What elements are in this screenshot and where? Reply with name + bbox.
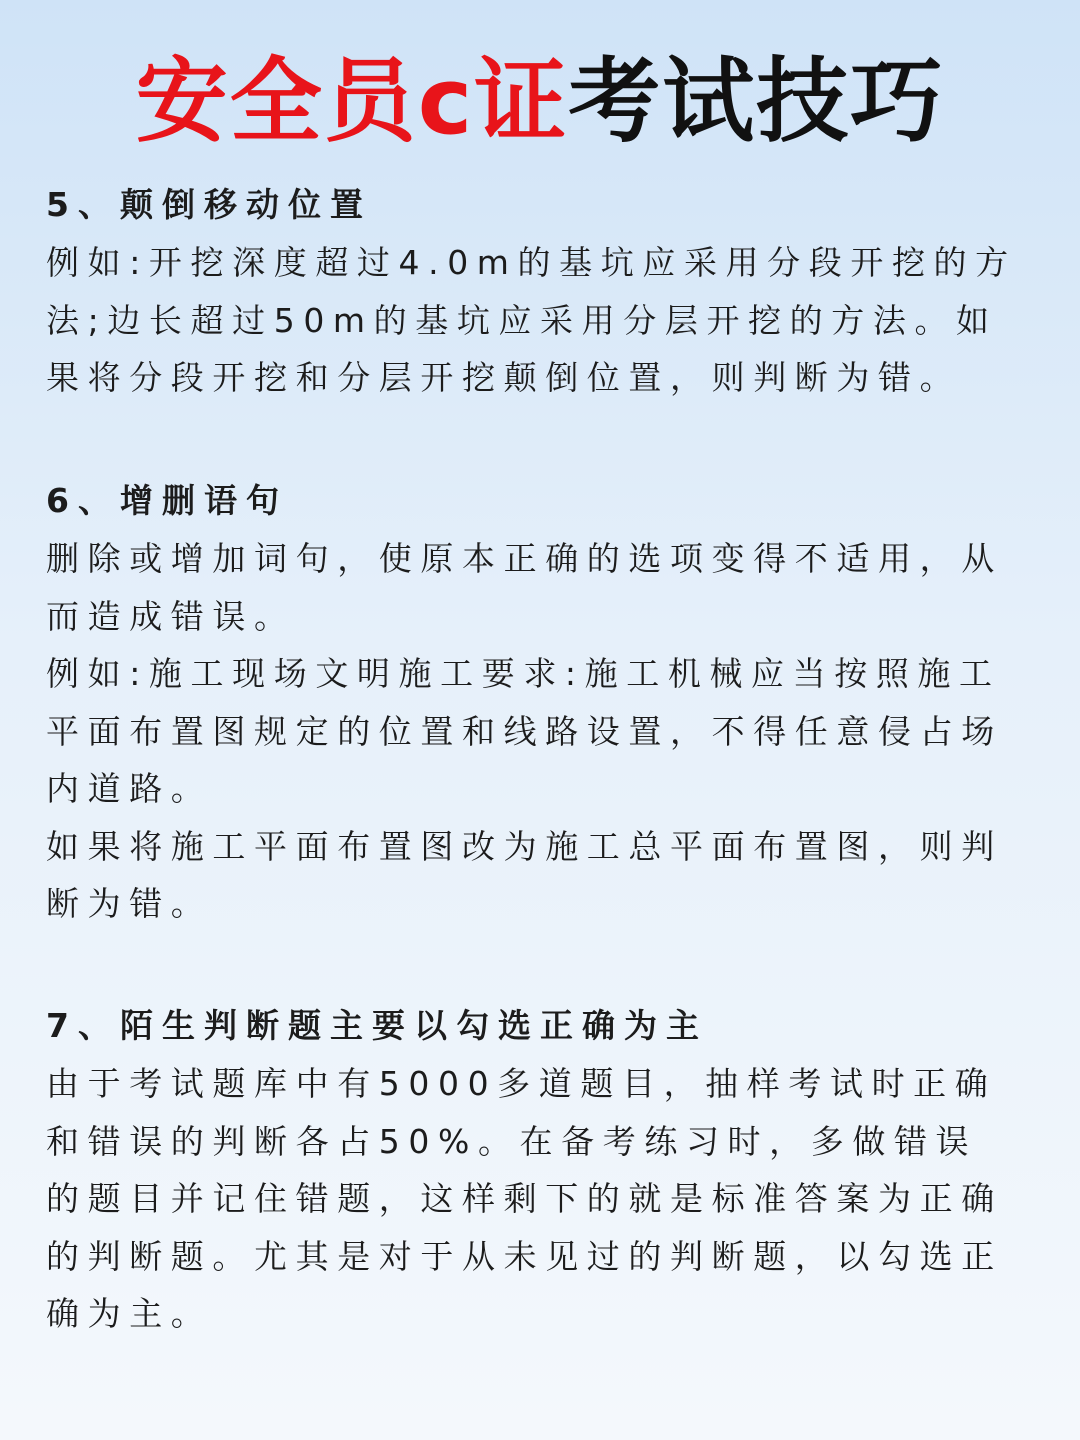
- section-body: [46, 530, 1036, 933]
- body-line: 例如:施工现场文明施工要求:施工机械应当按照施工: [46, 654, 1001, 693]
- body-line: 断为错。: [46, 884, 213, 923]
- section-6: [46, 472, 1036, 933]
- section-body: [46, 234, 1036, 407]
- body-line: 内道路。: [46, 769, 213, 808]
- body-line: 如果将施工平面布置图改为施工总平面布置图，则判: [46, 826, 1003, 866]
- body-line: 的题目并记住错题，这样剩下的就是标准答案为正确: [46, 1179, 1003, 1218]
- section-heading: 5、颠倒移动位置: [46, 185, 372, 224]
- body-line: 而造成错误。: [46, 596, 296, 636]
- section-7: [46, 997, 1036, 1343]
- body-line: 确为主。: [46, 1294, 213, 1333]
- section-heading: 6、增删语句: [46, 481, 288, 520]
- body-line: 例如:开挖深度超过4.0m的基坑应采用分段开挖的方: [46, 243, 1017, 282]
- body-line: 法;边长超过50m的基坑应采用分层开挖的方法。如: [46, 300, 998, 340]
- page-title: [0, 48, 1080, 155]
- body-line: 和错误的判断各占50%。在备考练习时，多做错误: [46, 1121, 978, 1161]
- body-line: 的判断题。尤其是对于从未见过的判断题，以勾选正: [46, 1236, 1003, 1276]
- section-heading: 7、陌生判断题主要以勾选正确为主: [46, 1006, 708, 1045]
- body-line: 果将分段开挖和分层开挖颠倒位置，则判断为错。: [46, 358, 962, 397]
- title-black-part: 考试技巧: [568, 48, 945, 155]
- title-red-part: 安全员c证: [135, 48, 569, 155]
- body-line: 由于考试题库中有5000多道题目，抽样考试时正确: [46, 1064, 997, 1103]
- section-body: [46, 1055, 1036, 1343]
- body-line: 删除或增加词句，使原本正确的选项变得不适用，从: [46, 539, 1003, 578]
- section-5: [46, 176, 1036, 407]
- body-line: 平面布置图规定的位置和线路设置，不得任意侵占场: [46, 711, 1003, 751]
